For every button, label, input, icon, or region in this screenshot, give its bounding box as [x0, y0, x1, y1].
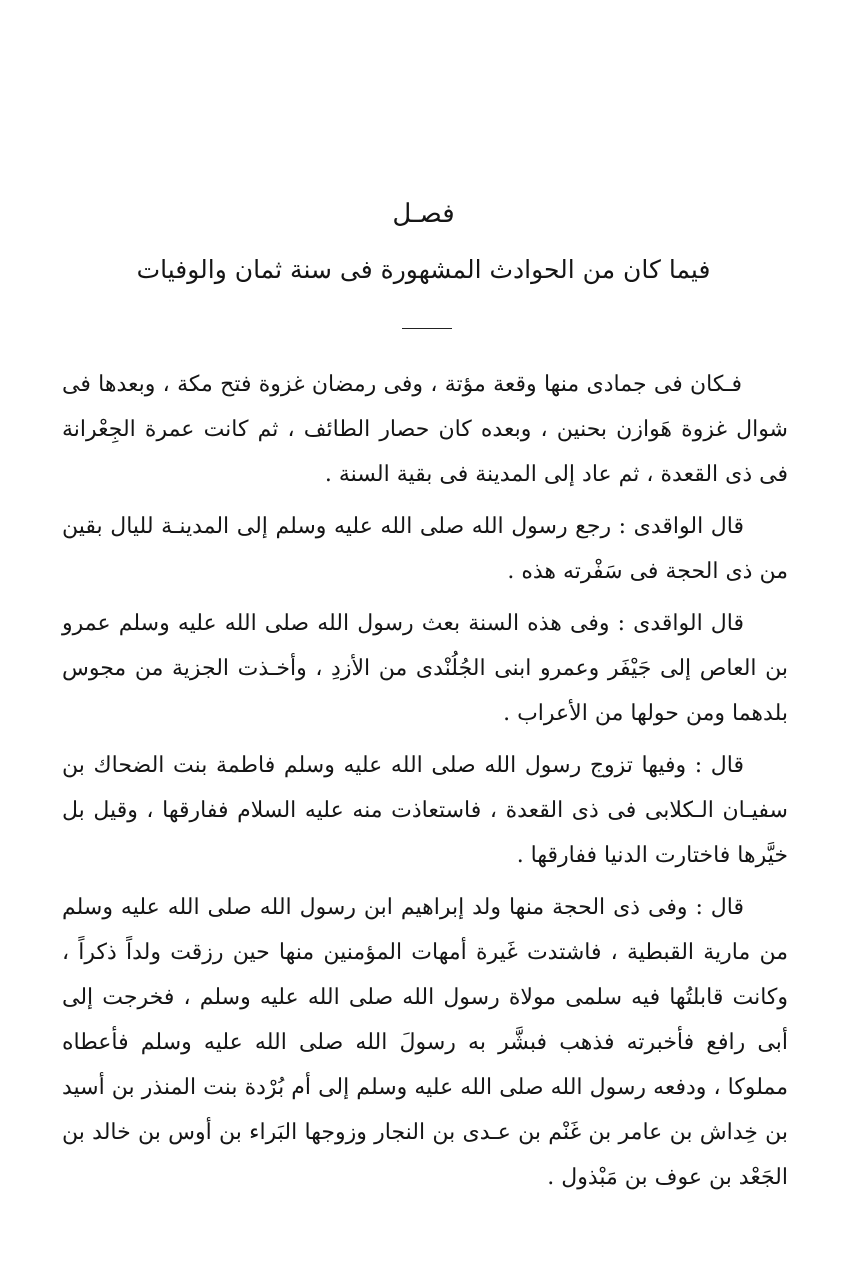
title-divider [402, 328, 452, 329]
paragraph-events: فـكان فى جمادى منها وقعة مؤتة ، وفى رمضان غزوة فتح مكة ، وبعدها فى شوال غزوة هَوازن بحنين ، وبعده كان حصار الطائف ، ثم كانت عمرة الجِعْرانة فى ذى القعدة ، ثم عاد إلى المدينة فى بقية السنة . [62, 372, 788, 487]
paragraph-amr-ibn-al-as: قال الواقدى : وفى هذه السنة بعث رسول الله صلى الله عليه وسلم عمرو بن العاص إلى جَيْفَر وعمرو ابنى الجُلُنْدى من الأزدِ ، وأخـذت الجزية من مجوس بلدهما ومن حولها من الأعراب . [62, 611, 788, 726]
paragraph-return-to-medina: قال الواقدى : رجع رسول الله صلى الله عليه وسلم إلى المدينـة لليال بقين من ذى الحجة فى سَفْرته هذه . [62, 514, 788, 584]
section-title: فصـل [392, 199, 455, 229]
paragraph-birth-of-ibrahim: قال : وفى ذى الحجة منها ولد إبراهيم ابن رسول الله صلى الله عليه وسلم من مارية القبطية ، فاشتدت غَيرة أمهات المؤمنين منها حين رزقت ولداً ذكراً ، وكانت قابلتُها فيه سلمى مولاة رسول الله صلى الله عليه وسلم ، فخرجت إلى أبى رافع فأخبرته فذهب فبشَّر به رسولَ الله صلى الله عليه وسلم فأعطاه مملوكا ، ودفعه رسول الله صلى الله عليه وسلم إلى أم بُرْدة بنت المنذر بن أسيد بن خِداش بن عامر بن غَنْم بن عـدى بن النجار وزوجها البَراء بن أوس بن خالد بن الجَعْد بن عوف بن مَبْذول . [62, 895, 788, 1190]
paragraph-marriage: قال : وفيها تزوج رسول الله صلى الله عليه وسلم فاطمة بنت الضحاك بن سفيـان الـكلابى فى ذى القعدة ، فاستعاذت منه عليه السلام ففارقها ، وقيل بل خيَّرها فاختارت الدنيا ففارقها . [62, 753, 788, 868]
body-text [62, 362, 788, 1207]
section-subtitle: فيما كان من الحوادث المشهورة فى سنة ثمان والوفيات [136, 255, 711, 284]
